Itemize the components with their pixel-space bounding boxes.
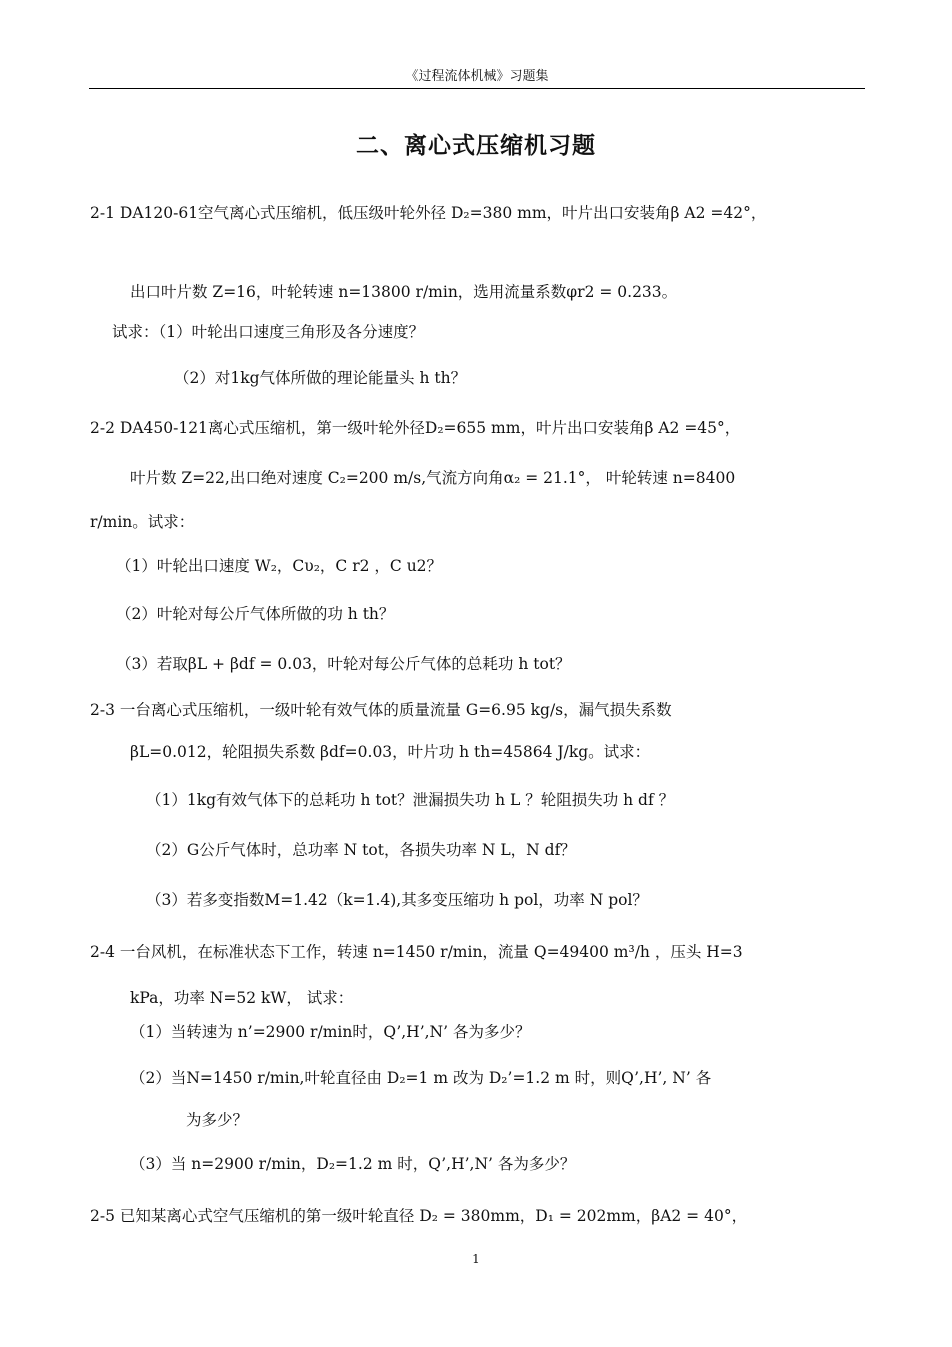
page-number: 1 xyxy=(472,1252,480,1266)
text-line: （3）若取βL + βdf = 0.03，叶轮对每公斤气体的总耗功 h tot？ xyxy=(116,655,571,673)
text-line: （2）当N=1450 r/min,叶轮直径由 D₂=1 m 改为 D₂’=1.2 m 时，则Q’,H’, N’ 各 xyxy=(130,1069,712,1087)
text-line: （2）叶轮对每公斤气体所做的功 h th？ xyxy=(116,605,395,623)
page-title: 二、离心式压缩机习题 xyxy=(356,132,596,159)
text-line: 出口叶片数 Z=16，叶轮转速 n=13800 r/min，选用流量系数φr2 = 0.233。 xyxy=(130,283,678,301)
text-line: （1）当转速为 n’=2900 r/min时，Q’,H’,N’ 各为多少？ xyxy=(130,1023,531,1041)
text-line: （1）叶轮出口速度 W₂，Cυ₂，C r2 ，C u2？ xyxy=(116,557,443,575)
text-line: 2-3 一台离心式压缩机，一级叶轮有效气体的质量流量 G=6.95 kg/s，漏气损失系数 xyxy=(90,701,672,719)
text-line: 2-1 DA120-61空气离心式压缩机，低压级叶轮外径 D₂=380 mm，叶片出口安装角β A2 =42°， xyxy=(90,204,767,222)
text-line: （2）对1kg气体所做的理论能量头 h th？ xyxy=(174,369,467,387)
text-line: kPa，功率 N=52 kW， 试求： xyxy=(130,989,354,1007)
text-line: 2-5 已知某离心式空气压缩机的第一级叶轮直径 D₂ = 380mm，D₁ = 202mm，βA2 = 40°， xyxy=(90,1207,748,1225)
text-line: 2-2 DA450-121离心式压缩机，第一级叶轮外径D₂=655 mm，叶片出口安装角β A2 =45°， xyxy=(90,419,741,437)
text-line: （3）当 n=2900 r/min，D₂=1.2 m 时，Q’,H’,N’ 各为多少？ xyxy=(130,1155,576,1173)
text-line: 2-4 一台风机，在标准状态下工作，转速 n=1450 r/min，流量 Q=49400 m³/h ，压头 H=3 xyxy=(90,943,743,961)
text-line: r/min。试求： xyxy=(90,513,195,531)
text-line: （1）1kg有效气体下的总耗功 h tot？泄漏损失功 h L ？轮阻损失功 h df ？ xyxy=(146,791,675,809)
text-line: 试求：（1）叶轮出口速度三角形及各分速度？ xyxy=(112,323,425,341)
text-line: 为多少？ xyxy=(186,1111,249,1129)
text-line: 叶片数 Z=22,出口绝对速度 C₂=200 m/s,气流方向角α₂ = 21.1°， 叶轮转速 n=8400 xyxy=(130,469,736,487)
text-line: （2）G公斤气体时，总功率 N tot，各损失功率 N L，N df？ xyxy=(146,841,576,859)
text-line: βL=0.012，轮阻损失系数 βdf=0.03，叶片功 h th=45864 J/kg。试求： xyxy=(130,743,651,761)
running-header: 《过程流体机械》习题集 xyxy=(89,66,865,89)
text-line: （3）若多变指数M=1.42（k=1.4),其多变压缩功 h pol，功率 N pol？ xyxy=(146,891,648,909)
